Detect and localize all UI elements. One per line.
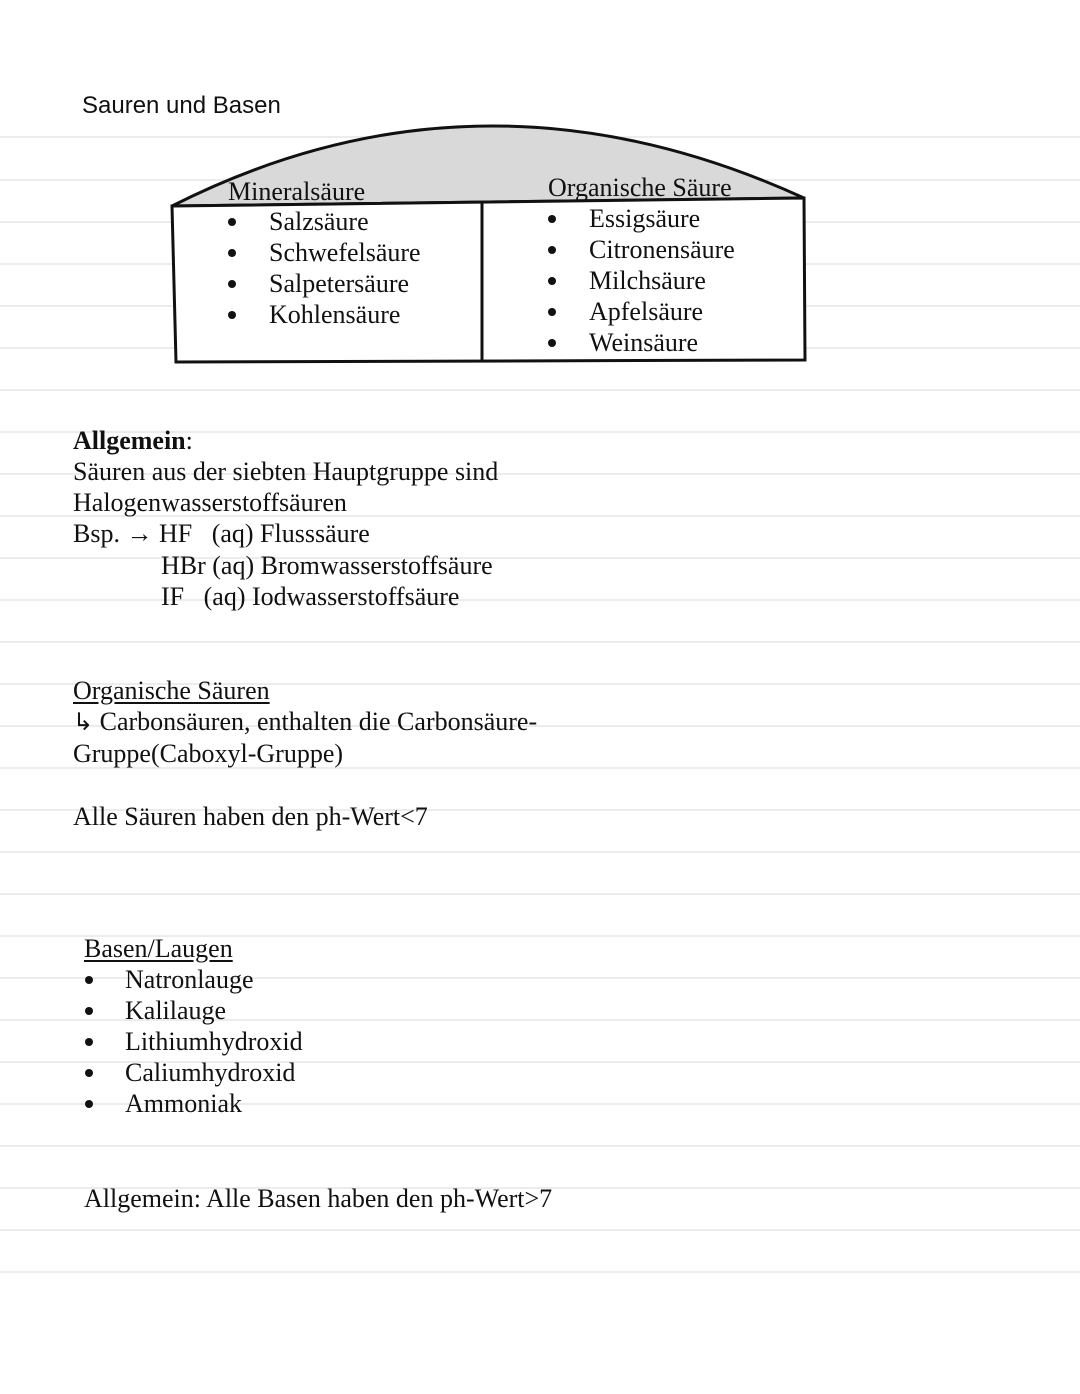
general-heading [73, 425, 193, 456]
organic-acids-line1-text: Carbonsäuren, enthalten die Carbonsäure- [99, 707, 538, 736]
list-item: Apfelsäure [548, 296, 735, 327]
example-hbr: HBr (aq) Bromwasserstoffsäure [161, 551, 493, 580]
list-item: Lithiumhydroxid [84, 1026, 303, 1057]
organic-acids-line2: Gruppe(Caboxyl-Gruppe) [73, 739, 344, 768]
organic-acid-list [548, 203, 735, 358]
acid-ph-note: Alle Säuren haben den ph-Wert<7 [73, 802, 428, 831]
bases-list [84, 964, 303, 1119]
list-item: Citronensäure [548, 234, 735, 265]
list-item: Kohlensäure [228, 299, 421, 330]
list-item: Ammoniak [84, 1088, 303, 1119]
page-title: Sauren und Basen [82, 92, 281, 119]
bases-heading: Basen/Laugen [84, 934, 233, 963]
acid-classification-diagram [0, 0, 1080, 420]
arrow-icon: ↳ [73, 708, 94, 736]
list-item: Caliumhydroxid [84, 1057, 303, 1088]
list-item: Milchsäure [548, 265, 735, 296]
example-hf: Bsp. → HF (aq) Flusssäure [73, 519, 370, 548]
list-item: Essigsäure [548, 203, 735, 234]
general-heading-colon: : [185, 426, 193, 455]
list-item: Salzsäure [228, 206, 421, 237]
example-if: IF (aq) Iodwasserstoffsäure [161, 582, 460, 611]
general-line1: Säuren aus der siebten Hauptgruppe sind [73, 457, 499, 486]
list-item: Schwefelsäure [228, 237, 421, 268]
general-line2: Halogenwasserstoffsäuren [73, 488, 347, 517]
organic-acids-heading: Organische Säuren [73, 676, 270, 705]
base-ph-note: Allgemein: Alle Basen haben den ph-Wert>7 [84, 1184, 553, 1213]
general-heading-label: Allgemein [73, 426, 186, 455]
mineral-acid-list [228, 206, 421, 330]
list-item: Natronlauge [84, 964, 303, 995]
list-item: Kalilauge [84, 995, 303, 1026]
list-item: Salpetersäure [228, 268, 421, 299]
mineral-acid-heading: Mineralsäure [228, 177, 366, 206]
organic-acid-heading: Organische Säure [548, 173, 732, 202]
list-item: Weinsäure [548, 327, 735, 358]
organic-acids-line1 [73, 706, 537, 738]
